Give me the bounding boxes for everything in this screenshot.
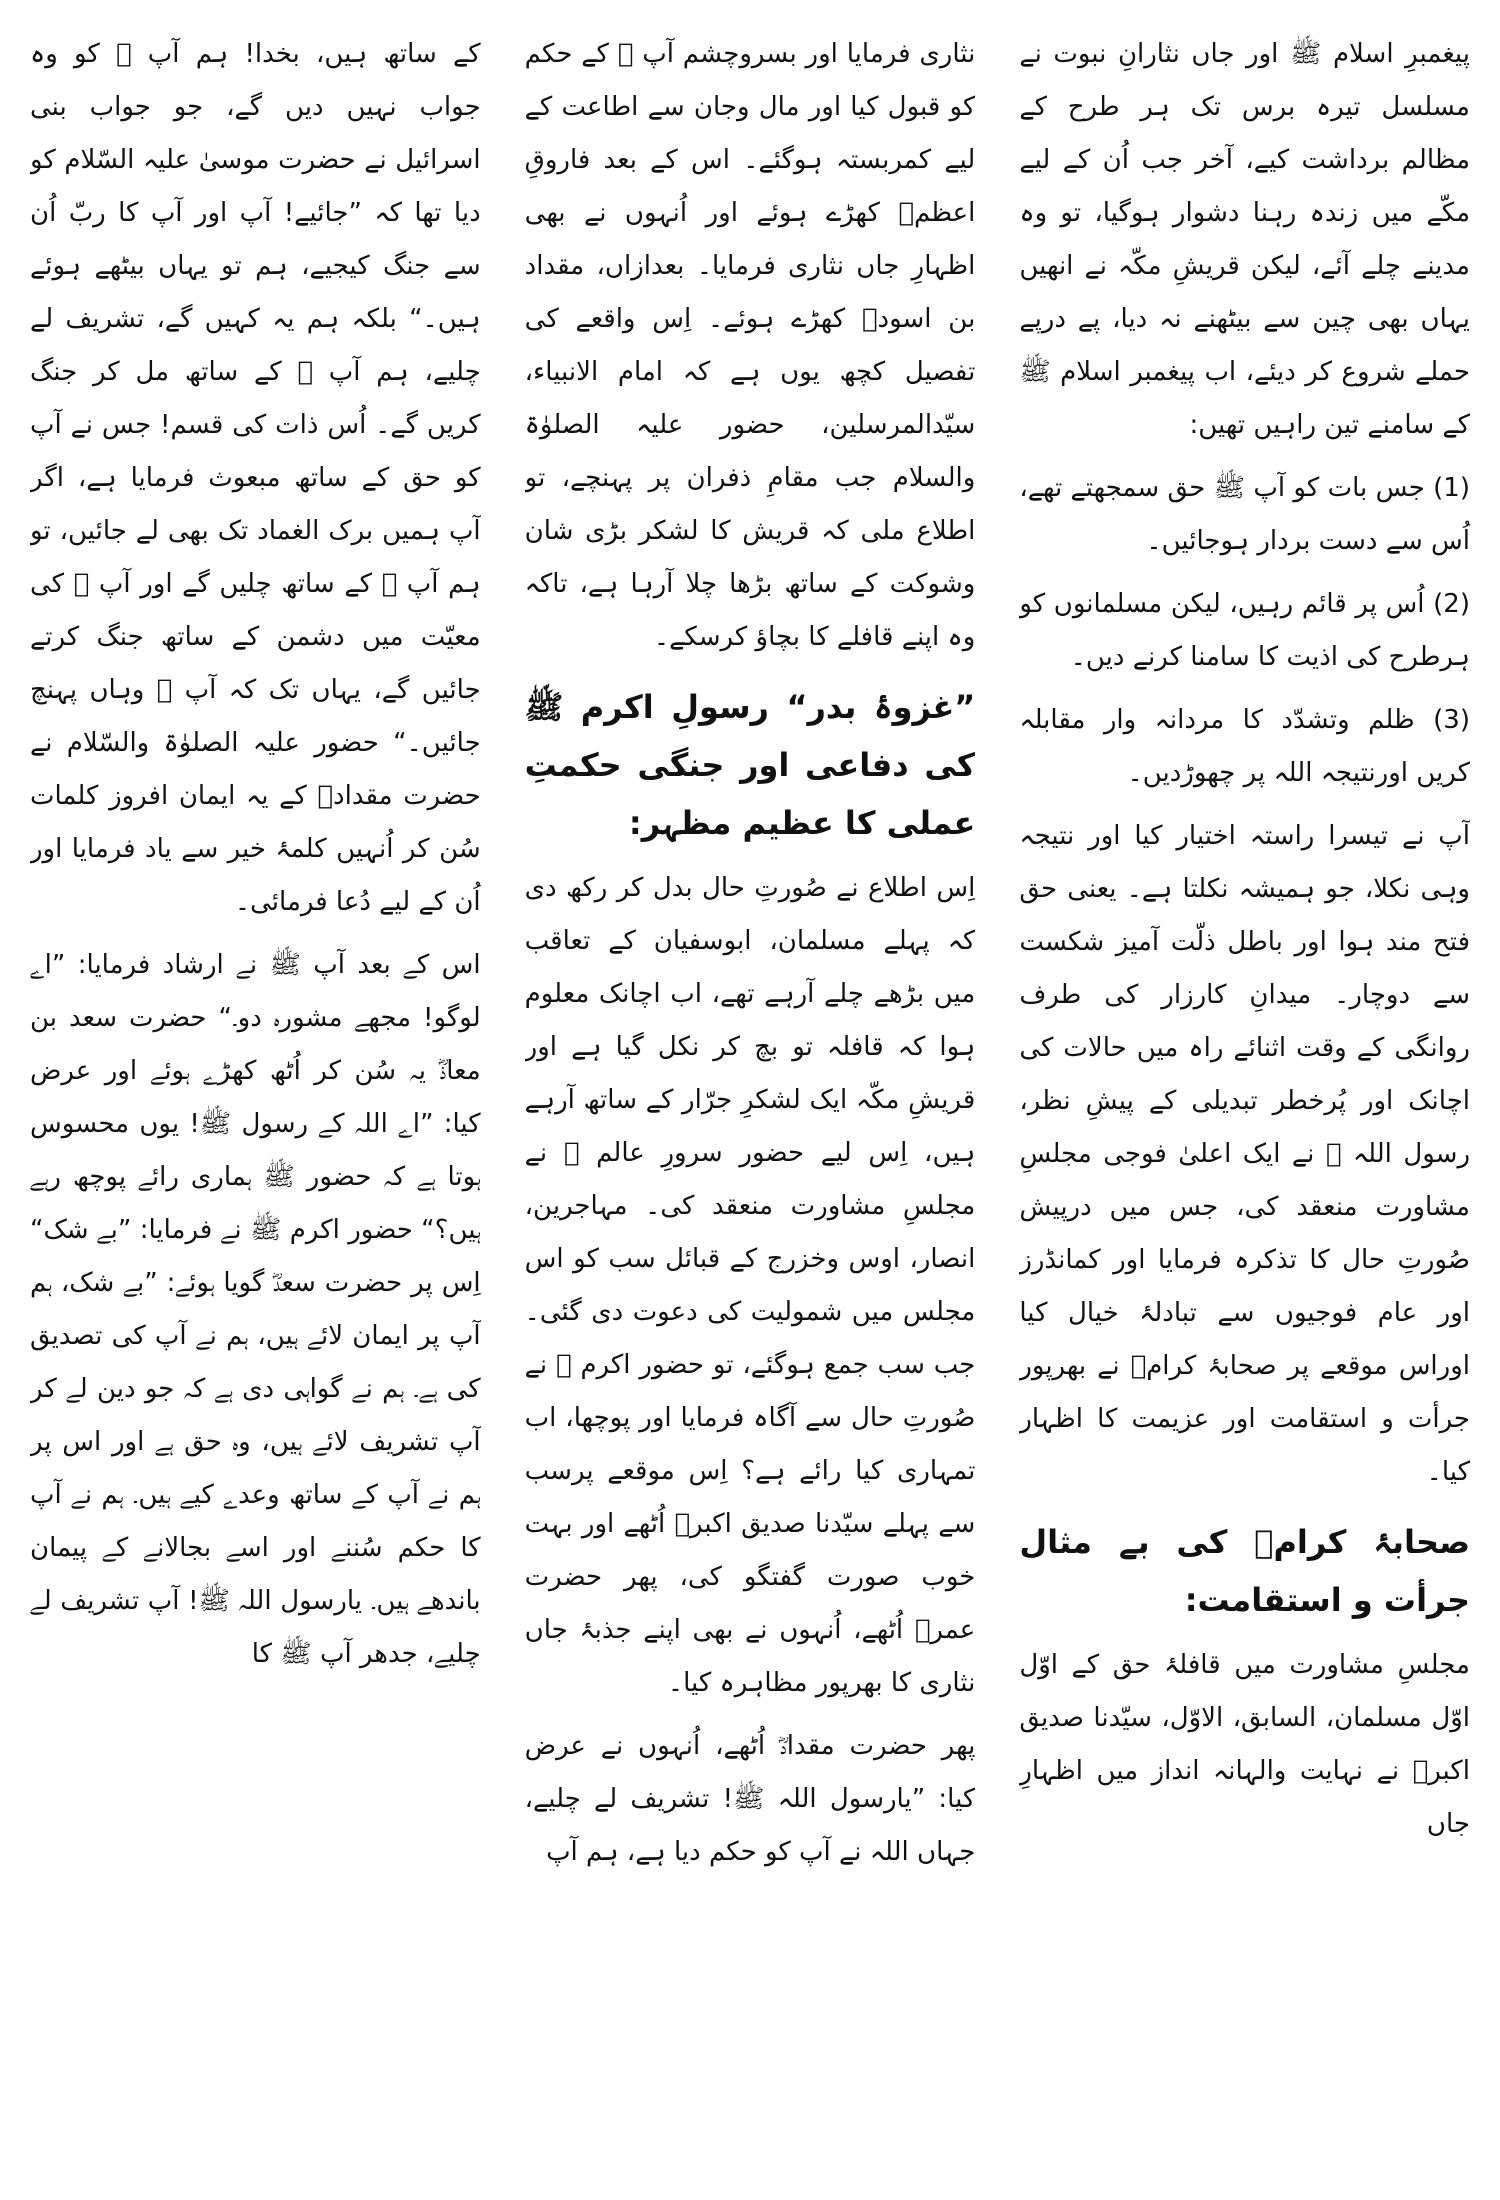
column-left (30, 28, 481, 2200)
list-item: (2) اُس پر قائم رہیں، لیکن مسلمانوں کو ہرطرح کی اذیت کا سامنا کرنے دیں۔ (1019, 589, 1470, 672)
list-item: (3) ظلم وتشدّد کا مردانہ وار مقابلہ کریں اورنتیجہ اللہ پر چھوڑدیں۔ (1019, 705, 1470, 788)
paragraph: پیغمبرِ اسلام ﷺ اور جاں نثارانِ نبوت نے مسلسل تیرہ برس تک ہر طرح کے مظالم برداشت کیے، آخر جب اُن کے لیے مکّے میں زندہ رہنا دشوار ہوگیا، تو وہ مدینے چلے آئے، لیکن قریشِ مکّہ نے انھیں یہاں بھی چین سے بیٹھنے نہ دیا، پے درپے حملے شروع کر دیئے، اب پیغمبر اسلام ﷺ کے سامنے تین راہیں تھیں: (1019, 39, 1470, 440)
section-heading: ”غزوۂ بدر“ رسولِ اکرم ﷺ کی دفاعی اور جنگی حکمتِ عملی کا عظیم مظہر: (524, 688, 976, 842)
paragraph: آپ نے تیسرا راستہ اختیار کیا اور نتیجہ وہی نکلا، جو ہمیشہ نکلتا ہے۔ یعنی حق فتح مند ہوا اور باطل ذلّت آمیز شکست سے دوچار۔ میدانِ کارزار کی طرف روانگی کے وقت اثنائے راہ میں حالات کی اچانک اور پُرخطر تبدیلی کے پیشِ نظر، رسول اللہ ﷺ نے ایک اعلیٰ فوجی مجلسِ مشاورت منعقد کی، جس میں درپیش صُورتِ حال کا تذکرہ فرمایا اور کمانڈرز اور عام فوجیوں سے تبادلۂ خیال کیا اوراس موقعے پر صحابۂ کرامؓ نے بھرپور جرأت و استقامت اور عزیمت کا اظہار کیا۔ (1019, 821, 1470, 1487)
paragraph: مجلسِ مشاورت میں قافلۂ حق کے اوّل اوّل مسلمان، السابق، الاوّل، سیّدنا صدیق اکبرؓ نے نہایت والہانہ انداز میں اظہارِ جاں (1019, 1650, 1470, 1839)
section-heading: صحابۂ کرامؓ کی بے مثال جرأت و استقامت: (1019, 1523, 1470, 1619)
paragraph: پھر حضرت مقدادؓ اُٹھے، اُنہوں نے عرض کیا: ”یارسول اللہ ﷺ! تشریف لے چلیے، جہاں اللہ نے آپ کو حکم دیا ہے، ہم آپ (524, 1731, 976, 1867)
paragraph: اِس اطلاع نے صُورتِ حال بدل کر رکھ دی کہ پہلے مسلمان، ابوسفیان کے تعاقب میں بڑھے چلے آرہے تھے، اب اچانک معلوم ہوا کہ قافلہ تو بچ کر نکل گیا ہے اور قریشِ مکّہ ایک لشکرِ جرّار کے ساتھ آرہے ہیں، اِس لیے حضور سرورِ عالم ﷺ نے مجلسِ مشاورت منعقد کی۔ مہاجرین، انصار، اوس وخزرج کے قبائل سب کو اس مجلس میں شمولیت کی دعوت دی گئی۔ جب سب جمع ہوگئے، تو حضور اکرم ﷺ نے صُورتِ حال سے آگاہ فرمایا اور پوچھا، اب تمہاری کیا رائے ہے؟ اِس موقعے پرسب سے پہلے سیّدنا صدیق اکبرؓ اُٹھے اور بہت خوب صورت گفتگو کی، پھر حضرت عمرؓ اُٹھے، اُنہوں نے بھی اپنے جذبۂ جاں نثاری کا بھرپور مظاہرہ کیا۔ (524, 873, 976, 1698)
paragraph: اس کے بعد آپ ﷺ نے ارشاد فرمایا: ”اے لوگو! مجھے مشورہ دو۔“ حضرت سعد بن معاذؓ یہ سُن کر اُٹھ کھڑے ہوئے اور عرض کیا: ”اے اللہ کے رسول ﷺ! یوں محسوس ہوتا ہے کہ حضور ﷺ ہماری رائے پوچھ رہے ہیں؟“ حضور اکرم ﷺ نے فرمایا: ”بے شک“ اِس پر حضرت سعدؓ گویا ہوئے: ”بے شک، ہم آپ پر ایمان لائے ہیں، ہم نے آپ کی تصدیق کی ہے۔ ہم نے گواہی دی ہے کہ جو دین لے کر آپ تشریف لائے ہیں، وہ حق ہے اور اس پر ہم نے آپ کے ساتھ وعدے کیے ہیں۔ ہم نے آپ کا حکم سُننے اور اسے بجالانے کے پیمان باندھے ہیں۔ یارسول اللہ ﷺ! آپ تشریف لے چلیے، جدھر آپ ﷺ کا (29, 950, 481, 1669)
paragraph: نثاری فرمایا اور بسروچشم آپ ﷺ کے حکم کو قبول کیا اور مال وجان سے اطاعت کے لیے کمربستہ ہوگئے۔ اس کے بعد فاروقِ اعظمؓ کھڑے ہوئے اور اُنہوں نے بھی اظہارِ جاں نثاری فرمایا۔ بعدازاں، مقداد بن اسودؓ کھڑے ہوئے۔ اِس واقعے کی تفصیل کچھ یوں ہے کہ امام الانبیاء، سیّدالمرسلین، حضور علیہ الصلوٰۃ والسلام جب مقامِ ذفران پر پہنچے، تو اطلاع ملی کہ قریش کا لشکر بڑی شان وشوکت کے ساتھ بڑھا چلا آرہا ہے، تاکہ وہ اپنے قافلے کا بچاؤ کرسکے۔ (524, 39, 976, 652)
paragraph: کے ساتھ ہیں، بخدا! ہم آپ ﷺ کو وہ جواب نہیں دیں گے، جو جواب بنی اسرائیل نے حضرت موسیٰ علیہ السّلام کو دیا تھا کہ ”جائیے! آپ اور آپ کا ربّ اُن سے جنگ کیجیے، ہم تو یہاں بیٹھے ہوئے ہیں۔“ بلکہ ہم یہ کہیں گے، تشریف لے چلیے، ہم آپ ﷺ کے ساتھ مل کر جنگ کریں گے۔ اُس ذات کی قسم! جس نے آپ کو حق کے ساتھ مبعوث فرمایا ہے، اگر آپ ہمیں برک الغماد تک بھی لے جائیں، تو ہم آپ ﷺ کے ساتھ چلیں گے اور آپ ﷺ کی معیّت میں دشمن کے ساتھ جنگ کرتے جائیں گے، یہاں تک کہ آپ ﷺ وہاں پہنچ جائیں۔“ حضور علیہ الصلوٰۃ والسّلام نے حضرت مقدادؓ کے یہ ایمان افروز کلمات سُن کر اُنہیں کلمۂ خیر سے یاد فرمایا اور اُن کے لیے دُعا فرمائی۔ (29, 39, 481, 917)
list-item: (1) جس بات کو آپ ﷺ حق سمجھتے تھے، اُس سے دست بردار ہوجائیں۔ (1019, 473, 1470, 556)
column-middle (525, 28, 976, 2200)
column-right (1019, 28, 1470, 2200)
